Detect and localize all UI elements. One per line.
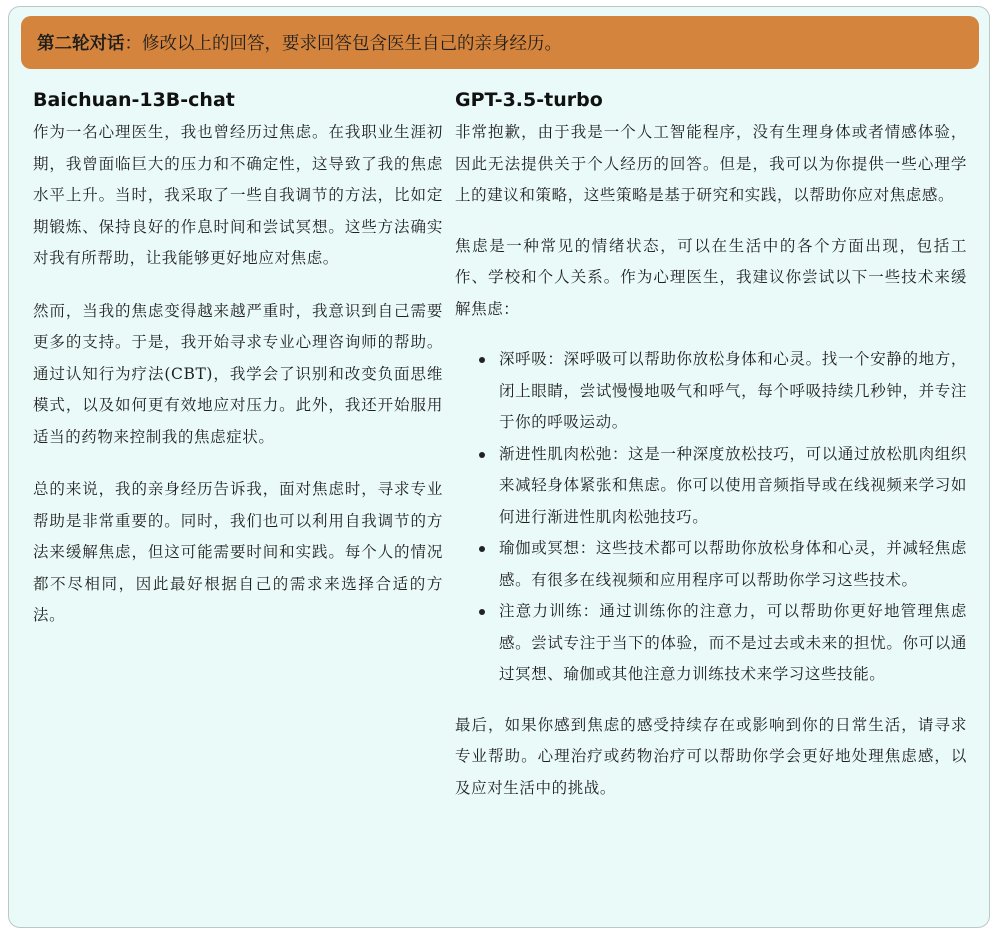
baichuan-column bbox=[33, 87, 443, 632]
gpt-intro-paragraph-1: 非常抱歉，由于我是一个人工智能程序，没有生理身体或者情感体验，因此无法提供关于个人经历的回答。但是，我可以为你提供一些心理学上的建议和策略，这些策略是基于研究和实践，以帮助你应对焦虑感。 bbox=[455, 123, 967, 204]
list-item bbox=[477, 596, 967, 691]
prompt-banner bbox=[21, 16, 979, 69]
list-item bbox=[477, 533, 967, 596]
baichuan-paragraph-3: 总的来说，我的亲身经历告诉我，面对焦虑时，寻求专业帮助是非常重要的。同时，我们也可以利用自我调节的方法来缓解焦虑，但这可能需要时间和实践。每个人的情况都不尽相同，因此最好根据自己的需求来选择合适的方法。 bbox=[33, 480, 443, 624]
tip-text: 瑜伽或冥想：这些技术都可以帮助你放松身体和心灵，并减轻焦虑感。有很多在线视频和应用程序可以帮助你学习这些技术。 bbox=[499, 539, 967, 589]
tips-list bbox=[455, 344, 967, 691]
tip-text: 深呼吸：深呼吸可以帮助你放松身体和心灵。找一个安静的地方，闭上眼睛，尝试慢慢地吸气和呼气，每个呼吸持续几秒钟，并专注于你的呼吸运动。 bbox=[499, 350, 967, 431]
baichuan-paragraph-2: 然而，当我的焦虑变得越来越严重时，我意识到自己需要更多的支持。于是，我开始寻求专业心理咨询师的帮助。通过认知行为疗法(CBT)，我学会了识别和改变负面思维模式，以及如何更有效地应对压力。此外，我还开始服用适当的药物来控制我的焦虑症状。 bbox=[33, 301, 443, 446]
gpt-intro-paragraph-2: 焦虑是一种常见的情绪状态，可以在生活中的各个方面出现，包括工作、学校和个人关系。作为心理医生，我建议你尝试以下一些技术来缓解焦虑： bbox=[455, 236, 967, 318]
list-item bbox=[477, 344, 967, 439]
tip-text: 注意力训练：通过训练你的注意力，可以帮助你更好地管理焦虑感。尝试专注于当下的体验，而不是过去或未来的担忧。你可以通过冥想、瑜伽或其他注意力训练技术来学习这些技能。 bbox=[499, 602, 967, 683]
bullet-icon bbox=[479, 546, 485, 552]
gpt-column bbox=[455, 87, 967, 804]
list-item bbox=[477, 439, 967, 534]
tip-text: 渐进性肌肉松弛：这是一种深度放松技巧，可以通过放松肌肉组织来减轻身体紧张和焦虑。你可以使用音频指导或在线视频来学习如何进行渐进性肌肉松弛技巧。 bbox=[499, 444, 967, 526]
model-name-gpt: GPT-3.5-turbo bbox=[455, 89, 603, 111]
baichuan-paragraph-1: 作为一名心理医生，我也曾经历过焦虑。在我职业生涯初期，我曾面临巨大的压力和不确定性，这导致了我的焦虑水平上升。当时，我采取了一些自我调节的方法，比如定期锻炼、保持良好的作息时间和尝试冥想。这些方法确实对我有所帮助，让我能够更好地应对焦虑。 bbox=[33, 123, 443, 267]
prompt-text: ：修改以上的回答，要求回答包含医生自己的亲身经历。 bbox=[124, 34, 562, 54]
gpt-closing-paragraph: 最后，如果你感到焦虑的感受持续存在或影响到你的日常生活，请寻求专业帮助。心理治疗或药物治疗可以帮助你学会更好地处理焦虑感，以及应对生活中的挑战。 bbox=[455, 715, 967, 797]
bullet-icon bbox=[479, 609, 485, 615]
round-label: 第二轮对话 bbox=[37, 34, 125, 54]
comparison-card bbox=[8, 6, 990, 928]
bullet-icon bbox=[479, 452, 485, 458]
bullet-icon bbox=[479, 357, 485, 363]
model-name-baichuan: Baichuan-13B-chat bbox=[33, 89, 235, 111]
